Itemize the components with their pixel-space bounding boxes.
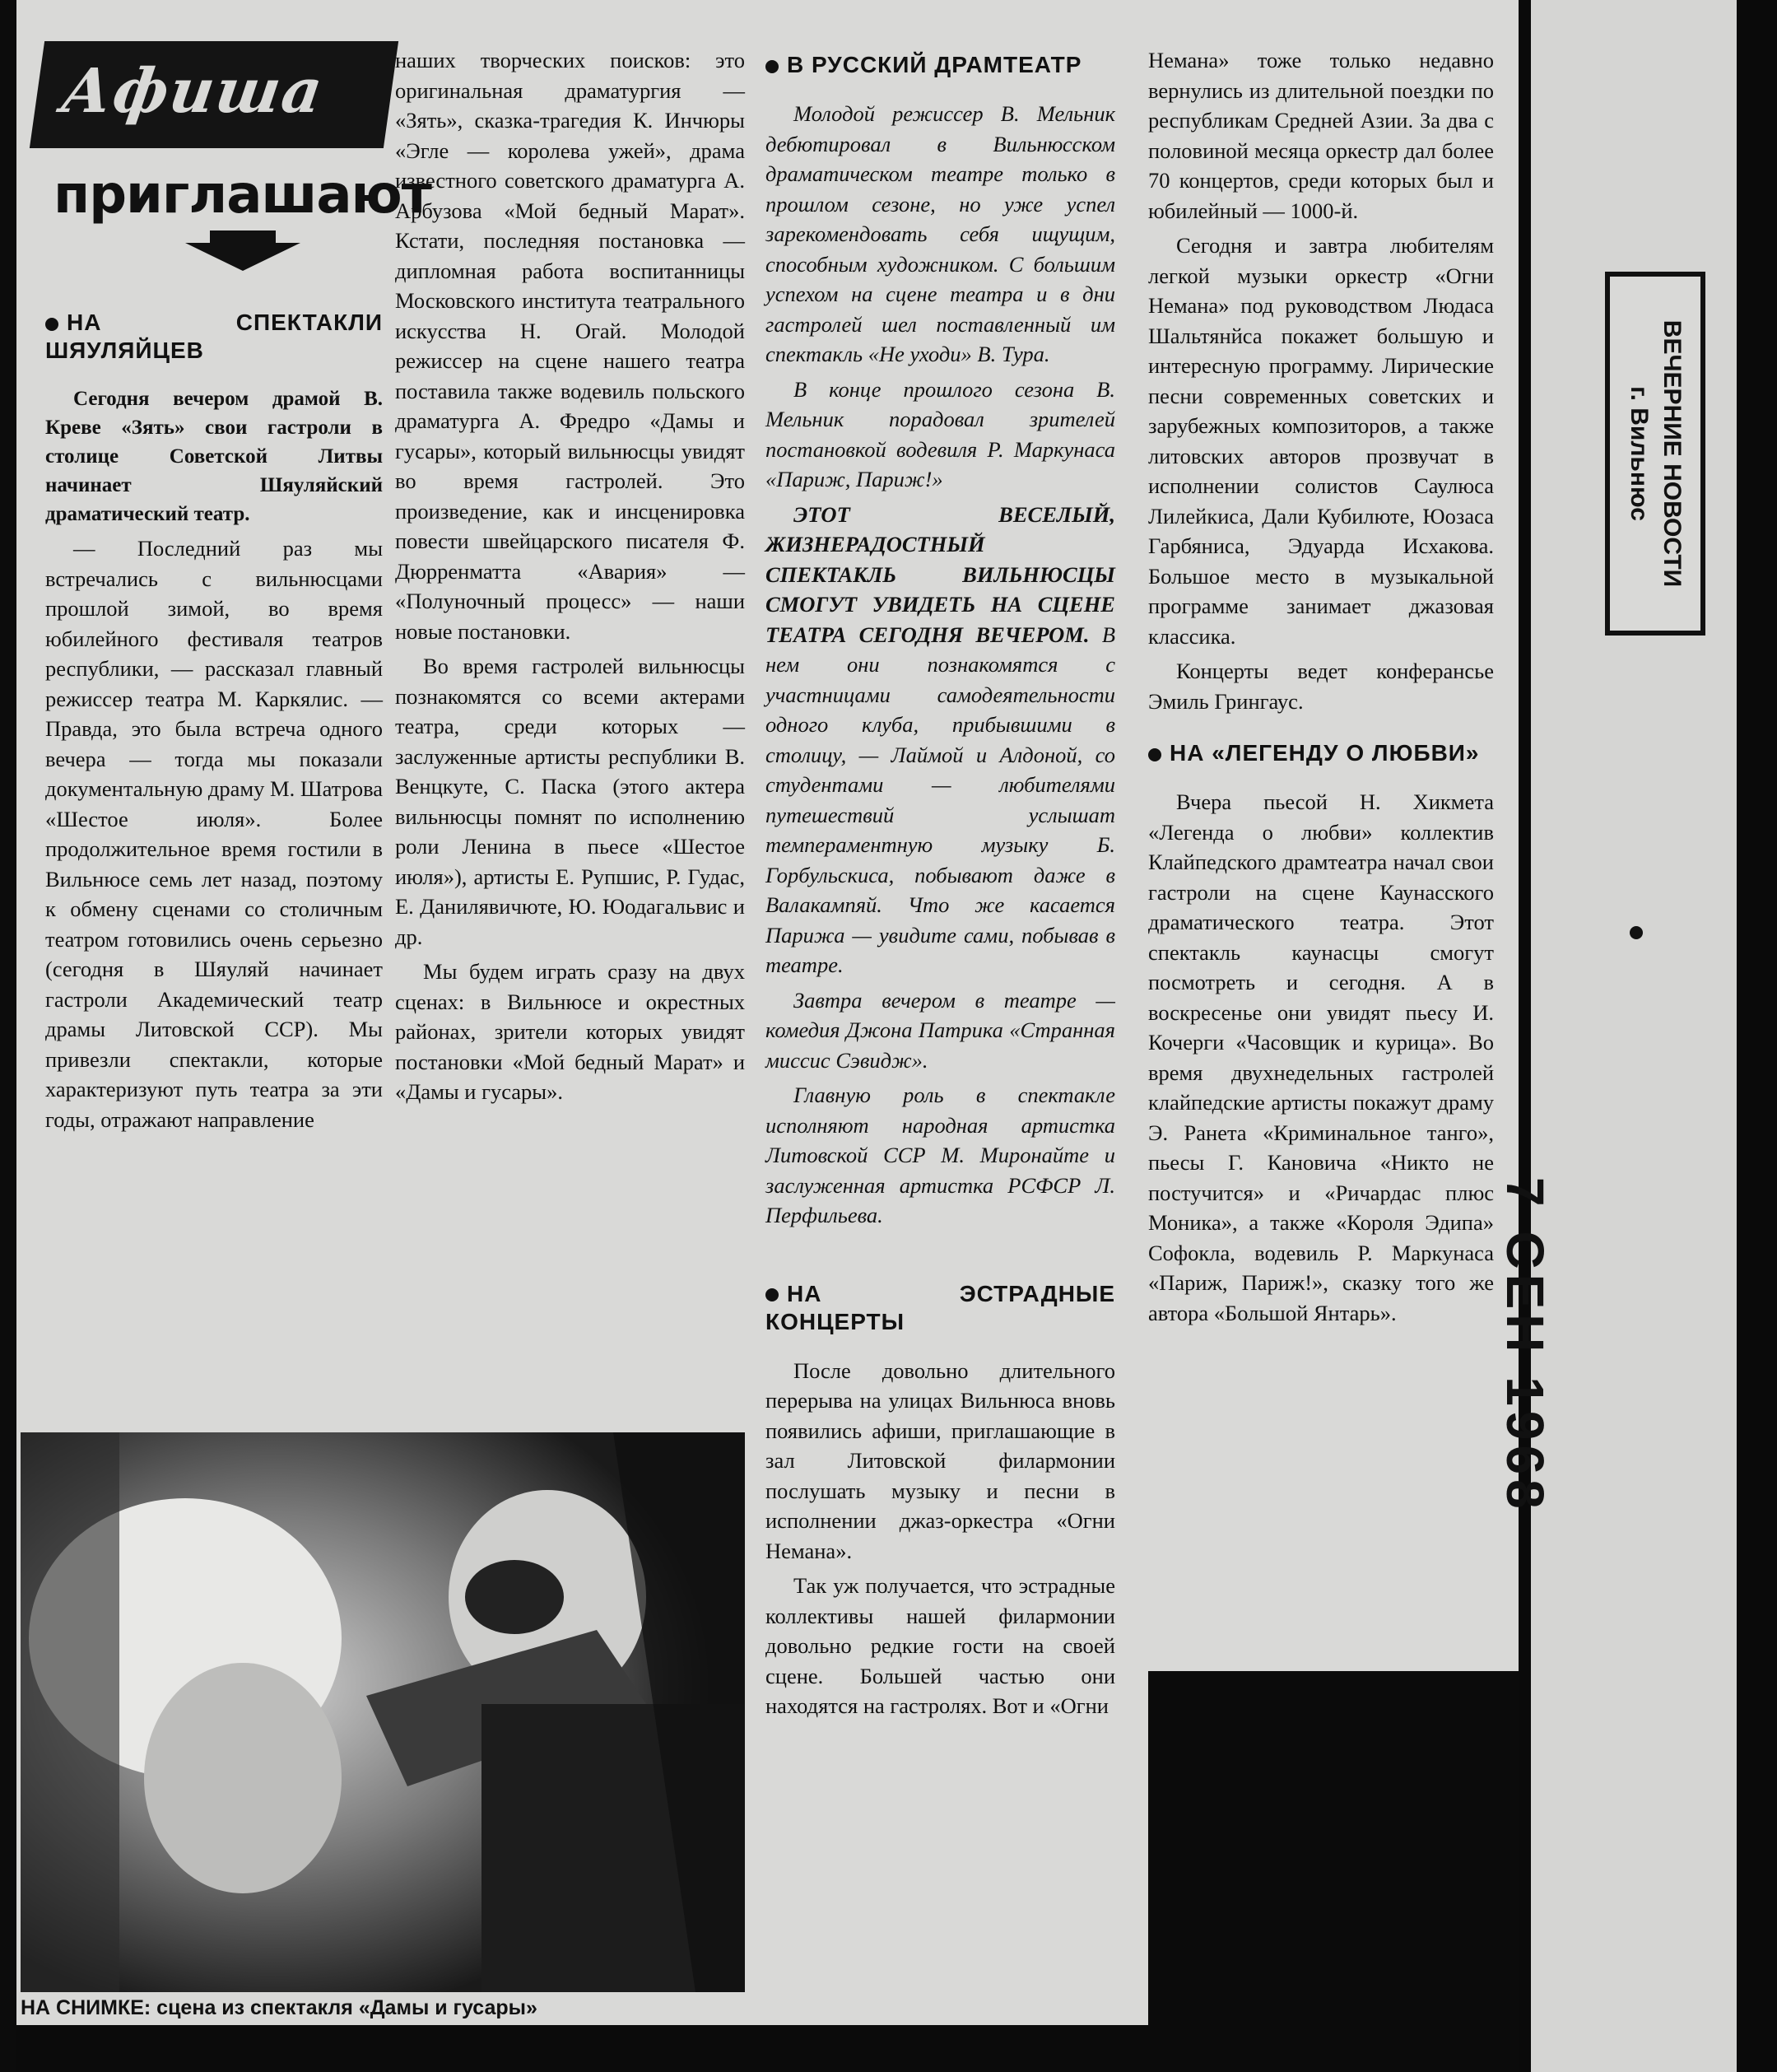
paragraph: Молодой режиссер В. Мельник дебютировал в Вильнюсском драматическом театре только в прошлом сезоне, но уже успел зарекомендовать себя ищущим, способным художником. С большим успехом на сцене театра и в дни гастролей шел поставленный им спектакль «Не уходи» В. Тура. [765,101,1115,366]
lead-shiauliai: Сегодня вечером драмой В. Креве «Зять» свои гастроли в столице Советской Литвы начинает Шяуляйский драматический театр. [45,388,383,525]
masthead-ornament-arrow [185,243,300,271]
paragraph: Немана» тоже только недавно вернулись из длительной поездки по республикам Средней Азии. За два с половиной месяца оркестр дал более 70 концертов, среди которых был и юбилейный — 1000-й. [1148,48,1494,223]
heading-estrada: НА ЭСТРАДНЫЕ КОНЦЕРТЫ [765,1280,1115,1334]
stamp-text [1622,320,1688,587]
date-stamp: 7 СЕН 1968 [1496,1177,1555,1514]
scan-background [1148,1671,1519,2072]
paragraph: В конце прошлого сезона В. Мельник порадовал зрителей постановкой водевиля Р. Маркунаса «Париж, Париж!» [765,376,1115,491]
column-4 [1148,45,1494,1333]
paragraph: Во время гастролей вильнюсцы познакомятся со всеми актерами театра, среди которых — заслуженные артисты республики В. Венцкуте, С. Паска (этого актера вильнюсцы помнят по исполнению роли Ленина в пьесе «Шестое июля»), артисты Е. Рупшис, Р. Гудас, Е. Данилявичюте, Ю. Юодагальвис и др. [395,654,745,949]
photo-image [21,1432,745,1992]
stamp-line-1: ВЕЧЕРНИЕ НОВОСТИ [1658,319,1686,588]
masthead [37,41,431,272]
dot-mark-icon [1630,926,1643,939]
caps-announcement: ЭТОТ ВЕСЕЛЫЙ, ЖИЗНЕРАДОСТНЫЙ СПЕКТАКЛЬ ВИЛЬНЮСЦЫ СМОГУТ УВИДЕТЬ НА СЦЕНЕ ТЕАТРА СЕГОДНЯ ВЕЧЕРОМ. [765,501,1115,647]
bullet-icon [765,1288,779,1301]
stamp-line-2: г. Вильнюс [1626,386,1653,521]
paragraph [765,500,1115,980]
paragraph: Завтра вечером в театре — комедия Джона Патрика «Странная миссис Сэвидж». [765,987,1115,1073]
bullet-icon [45,318,58,331]
paragraph: Мы будем играть сразу на двух сценах: в Вильнюсе и окрестных районах, зрители которых увидят постановки «Мой бедный Марат» и «Дамы и гусары». [395,959,745,1104]
newspaper-stamp [1605,272,1705,636]
scan-border-left [0,0,16,2072]
heading-legend: НА «ЛЕГЕНДУ О ЛЮБВИ» [1148,739,1494,767]
heading-russian-drama: В РУССКИЙ ДРАМТЕАТР [765,51,1115,79]
bullet-icon [1148,748,1161,761]
paragraph: Главную роль в спектакле исполняют народная артистка Литовской ССР М. Миронайте и заслуженная артистка РСФСР Л. Перфильева. [765,1083,1115,1227]
caption-label: НА СНИМКЕ: сцена из спектакля «Дамы и гусары» [21,1996,537,2019]
paragraph: Вчера пьесой Н. Хикмета «Легенда о любви» коллектив Клайпедского драмтеатра начал свои гастроли на сцене Каунасского драматического театра. Этот спектакль каунасцы смогут посмотреть и сегодня. А в воскресенье они увидят пьесу И. Кочерги «Часовщик и курица». Во время двухнедельных гастролей клайпедские артисты покажут драму Э. Ранета «Криминальное танго», пьесы Г. Кановича «Никто не постучится» и «Ричардас плюс Моника», а также «Короля Эдипа» Софокла, водевиль Р. Маркунаса «Париж, Париж!», сказку того же автора «Большой Янтарь». [1148,789,1494,1325]
masthead-title: приглашают [53,165,431,226]
masthead-script-block [30,41,398,148]
paragraph: Сегодня и завтра любителям легкой музыки оркестр «Огни Немана» под руководством Людаса Шальтянйса покажет большую и интересную программу. Лирические песни современных советских и зарубежных композиторов, а также литовских авторов прозвучат в исполнении солистов Саулюса Лилейкиса, Дали Кубилюте, Юозаса Гарбяниса, Эдуарда Исхакова. Большое место в музыкальной программе занимает джазовая классика. [1148,233,1494,649]
paragraph: наших творческих поисков: это оригинальная драматургия — «Зять», сказка-трагедия К. Инчюры «Эгле — королева ужей», драма известного советского драматурга А. Арбузова «Мой бедный Марат». Кстати, последняя постановка — дипломная работа воспитанницы Московского института театрального искусства Н. Огай. Молодой режиссер на сцене нашего театра поставила также водевиль польского драматурга А. Фредро «Дамы и гусары», который вильнюсцы увидят во время гастролей. Это произведение, как и инсценировка повести швейцарского писателя Ф. Дюрренматта «Авария» — «Полуночный процесс» — наши новые постановки. [395,48,745,644]
paragraph: — Последний раз мы встречались с вильнюсцами прошлой зимой, во время юбилейного фестиваля театров республики, — рассказал главный режиссер театра М. Каркялис. — Правда, это была встреча одного вечера — тогда мы показали документальную драму М. Шатрова «Шестое июля». Более продолжительное время гостили в Вильнюсе семь лет назад, поэтому к обмену сценами со столичным театром готовились очень серьезно (сегодня в Шяуляй начинает гастроли Академический театр драмы Литовской ССР). Мы привезли спектакли, которые характеризуют путь театра за эти годы, отражают направление [45,536,383,1132]
bullet-icon [765,60,779,73]
photo-scene [21,1432,745,1992]
paragraph: После довольно длительного перерыва на улицах Вильнюса вновь появились афиши, приглашающие в зал Литовской филармонии послушать музыку и песни в исполнении джаз-оркестра «Огни Немана». [765,1357,1115,1563]
column-2 [395,45,745,1112]
paragraph-continuation: В нем они познакомятся с участницами самодеятельности одного клуба, прибывшими в столицу, — Лаймой и Алдоной, со студентами — любителями путешествий услышат темпераментную музыку Б. Горбульскиса, побывают даже в Валакампяй. Что же касается Парижа — увидите сами, побывав в театре. [765,622,1116,977]
heading-shiauliai: НА СПЕКТАКЛИ ШЯУЛЯЙЦЕВ [45,310,383,363]
column-1 [45,300,383,1139]
paragraph: Так уж получается, что эстрадные коллективы нашей филармонии довольно редкие гости на своей сцене. Большей частью они находятся на гастролях. Вот и «Огни [765,1573,1115,1718]
scan-border-bottom [16,2025,1152,2072]
column-3 [765,43,1115,1726]
paragraph: Концерты ведет конферансье Эмиль Грингаус. [1148,659,1494,714]
masthead-script-word: Афиша [57,56,328,127]
